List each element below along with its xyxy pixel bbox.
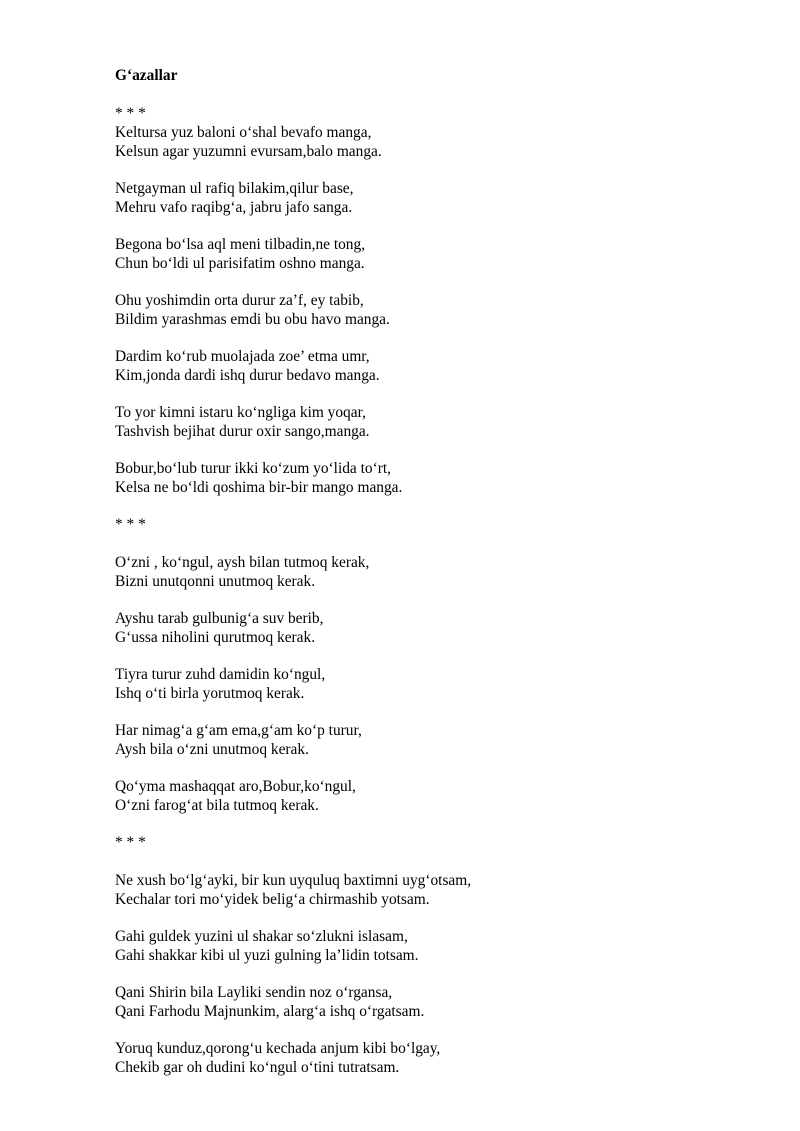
stanza: [115, 291, 755, 329]
stanza: [115, 721, 755, 759]
verse-line: Aysh bila o‘zni unutmoq kerak.: [115, 741, 309, 758]
stanza: [115, 235, 755, 273]
verse-line: Kelsa ne bo‘ldi qoshima bir-bir mango manga.: [115, 479, 403, 496]
verse-line: Qo‘yma mashaqqat aro,Bobur,ko‘ngul,: [115, 778, 356, 795]
stanza: [115, 609, 755, 647]
verse-line: Bizni unutqonni unutmoq kerak.: [115, 573, 316, 590]
stanza: [115, 459, 755, 497]
verse-line: Tiyra turur zuhd damidin ko‘ngul,: [115, 666, 326, 683]
verse-line: Netgayman ul rafiq bilakim,qilur base,: [115, 180, 354, 197]
verse-line: Begona bo‘lsa aql meni tilbadin,ne tong,: [115, 236, 366, 253]
stanza: [115, 927, 755, 965]
stanza: [115, 871, 755, 909]
poem-separator: * * *: [115, 105, 146, 122]
verse-line: Kechalar tori mo‘yidek belig‘a chirmashib yotsam.: [115, 891, 430, 908]
verse-line: Yoruq kunduz,qorong‘u kechada anjum kibi bo‘lgay,: [115, 1040, 441, 1057]
document-page: [115, 66, 755, 1095]
verse-line: Qani Shirin bila Layliki sendin noz o‘rgansa,: [115, 984, 393, 1001]
verse-line: To yor kimni istaru ko‘ngliga kim yoqar,: [115, 404, 366, 421]
verse-line: Gahi shakkar kibi ul yuzi gulning la’lidin totsam.: [115, 947, 419, 964]
verse-line: Qani Farhodu Majnunkim, alarg‘a ishq o‘rgatsam.: [115, 1003, 425, 1020]
verse-line: O‘zni farog‘at bila tutmoq kerak.: [115, 797, 319, 814]
poem-2: [115, 515, 755, 815]
stanza: [115, 983, 755, 1021]
stanza: [115, 553, 755, 591]
verse-line: Ishq o‘ti birla yorutmoq kerak.: [115, 685, 305, 702]
verse-line: Tashvish bejihat durur oxir sango,manga.: [115, 423, 370, 440]
stanza: [115, 665, 755, 703]
stanza: [115, 179, 755, 217]
verse-line: Gahi guldek yuzini ul shakar so‘zlukni islasam,: [115, 928, 408, 945]
document-title: G‘azallar: [115, 67, 178, 84]
verse-line: Dardim ko‘rub muolajada zoe’ etma umr,: [115, 348, 370, 365]
stanza: [115, 123, 755, 161]
verse-line: Ayshu tarab gulbunig‘a suv berib,: [115, 610, 324, 627]
verse-line: Keltursa yuz baloni o‘shal bevafo manga,: [115, 124, 372, 141]
stanza: [115, 347, 755, 385]
verse-line: Har nimag‘a g‘am ema,g‘am ko‘p turur,: [115, 722, 362, 739]
stanza: [115, 1039, 755, 1077]
verse-line: Mehru vafo raqibg‘a, jabru jafo sanga.: [115, 199, 353, 216]
stanza: [115, 403, 755, 441]
verse-line: O‘zni , ko‘ngul, aysh bilan tutmoq kerak,: [115, 554, 370, 571]
verse-line: Chun bo‘ldi ul parisifatim oshno manga.: [115, 255, 365, 272]
verse-line: Kelsun agar yuzumni evursam,balo manga.: [115, 143, 382, 160]
poem-1: [115, 104, 755, 497]
poem-separator: * * *: [115, 516, 146, 533]
verse-line: G‘ussa niholini qurutmoq kerak.: [115, 629, 316, 646]
verse-line: Kim,jonda dardi ishq durur bedavo manga.: [115, 367, 380, 384]
verse-line: Bobur,bo‘lub turur ikki ko‘zum yo‘lida to‘rt,: [115, 460, 391, 477]
verse-line: Bildim yarashmas emdi bu obu havo manga.: [115, 311, 390, 328]
verse-line: Chekib gar oh dudini ko‘ngul o‘tini tutratsam.: [115, 1059, 400, 1076]
verse-line: Ohu yoshimdin orta durur za’f, ey tabib,: [115, 292, 364, 309]
stanza: [115, 777, 755, 815]
verse-line: Ne xush bo‘lg‘ayki, bir kun uyquluq baxtimni uyg‘otsam,: [115, 872, 472, 889]
poem-separator: * * *: [115, 834, 146, 851]
poem-3: [115, 833, 755, 1077]
